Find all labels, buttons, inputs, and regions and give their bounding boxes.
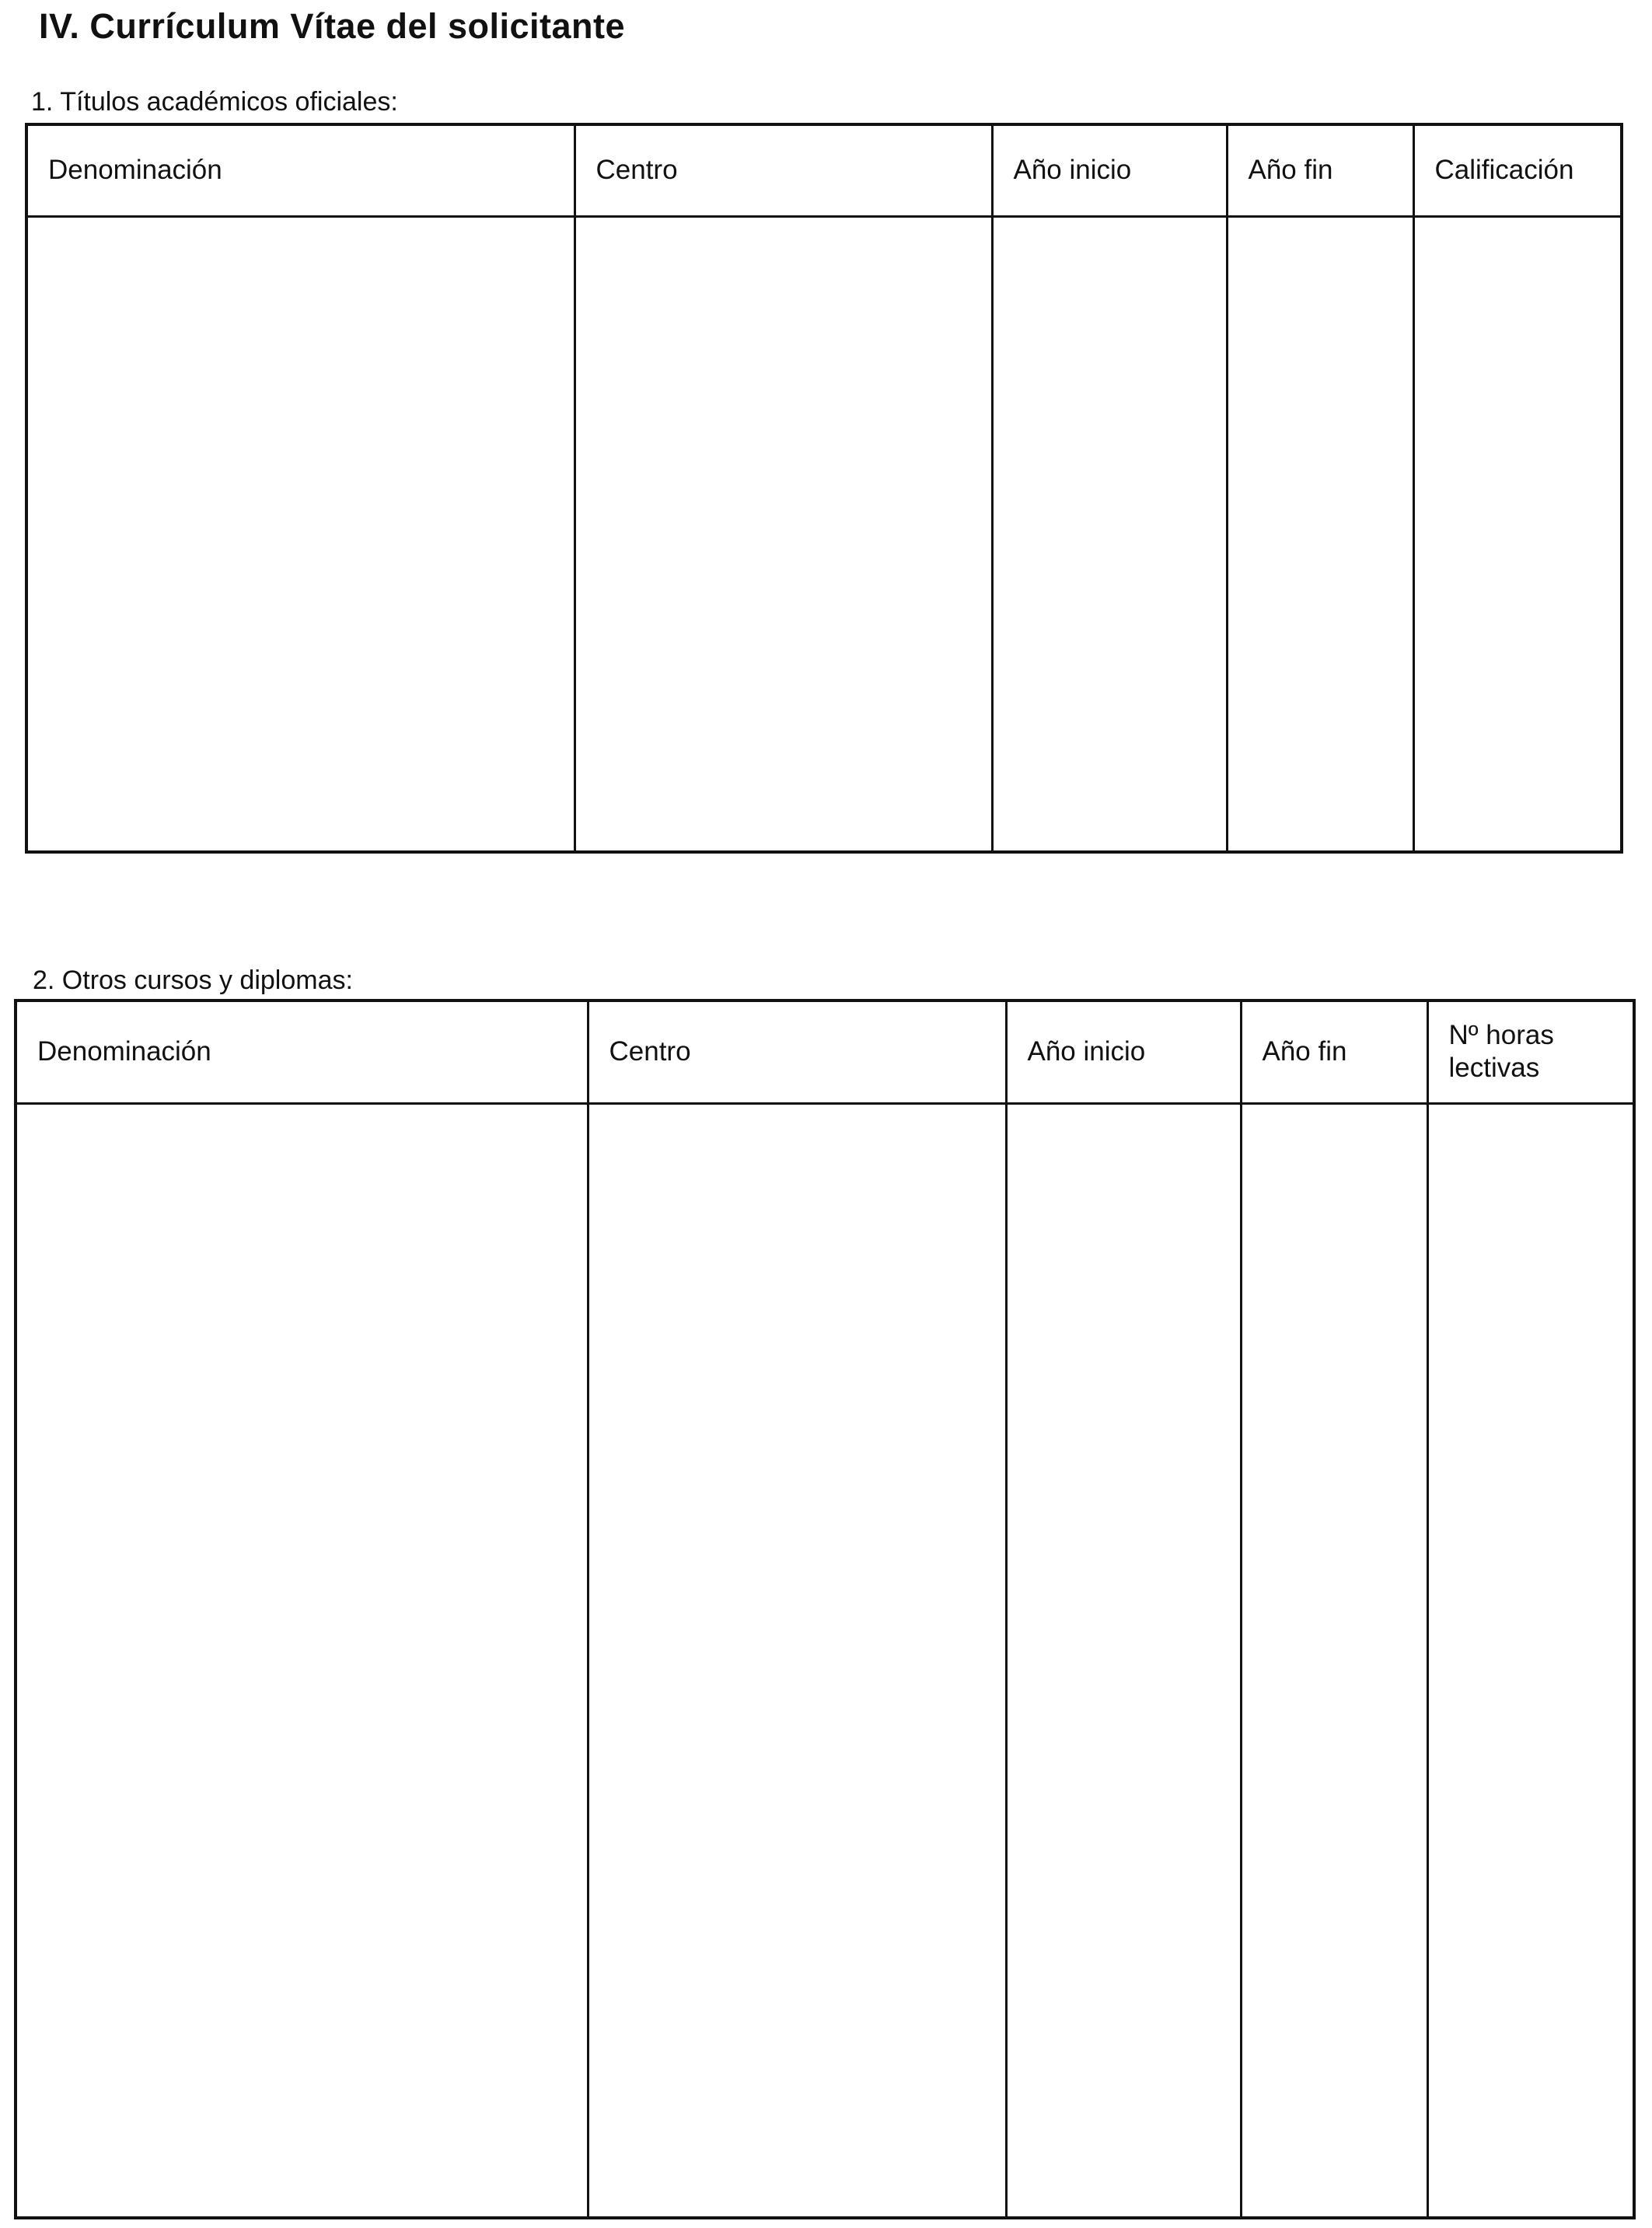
column-header-ano-fin: Año fin xyxy=(1227,124,1413,216)
column-header-ano-inicio: Año inicio xyxy=(992,124,1227,216)
calificacion-field[interactable] xyxy=(1413,216,1622,852)
column-header-denominacion: Denominación xyxy=(16,1001,588,1103)
horas-lectivas-field[interactable] xyxy=(1427,1103,1634,2218)
column-header-horas-lectivas: Nº horas lectivas xyxy=(1427,1001,1634,1103)
centro-field[interactable] xyxy=(575,216,992,852)
table-row xyxy=(26,216,1622,852)
academic-titles-table xyxy=(25,123,1623,854)
page-title: IV. Currículum Vítae del solicitante xyxy=(39,6,626,46)
ano-fin-field[interactable] xyxy=(1241,1103,1427,2218)
column-header-centro: Centro xyxy=(588,1001,1006,1103)
column-header-calificacion: Calificación xyxy=(1413,124,1622,216)
denominacion-field[interactable] xyxy=(26,216,575,852)
ano-inicio-field[interactable] xyxy=(992,216,1227,852)
ano-fin-field[interactable] xyxy=(1227,216,1413,852)
table-header-row xyxy=(16,1001,1634,1103)
table-header-row xyxy=(26,124,1622,216)
section-label-academic-titles: 1. Títulos académicos oficiales: xyxy=(31,87,398,117)
column-header-centro: Centro xyxy=(575,124,992,216)
ano-inicio-field[interactable] xyxy=(1006,1103,1241,2218)
column-header-ano-fin: Año fin xyxy=(1241,1001,1427,1103)
other-courses-table xyxy=(14,999,1636,2219)
denominacion-field[interactable] xyxy=(16,1103,588,2218)
section-label-other-courses: 2. Otros cursos y diplomas: xyxy=(33,966,353,995)
centro-field[interactable] xyxy=(588,1103,1006,2218)
table-row xyxy=(16,1103,1634,2218)
column-header-denominacion: Denominación xyxy=(26,124,575,216)
column-header-ano-inicio: Año inicio xyxy=(1006,1001,1241,1103)
